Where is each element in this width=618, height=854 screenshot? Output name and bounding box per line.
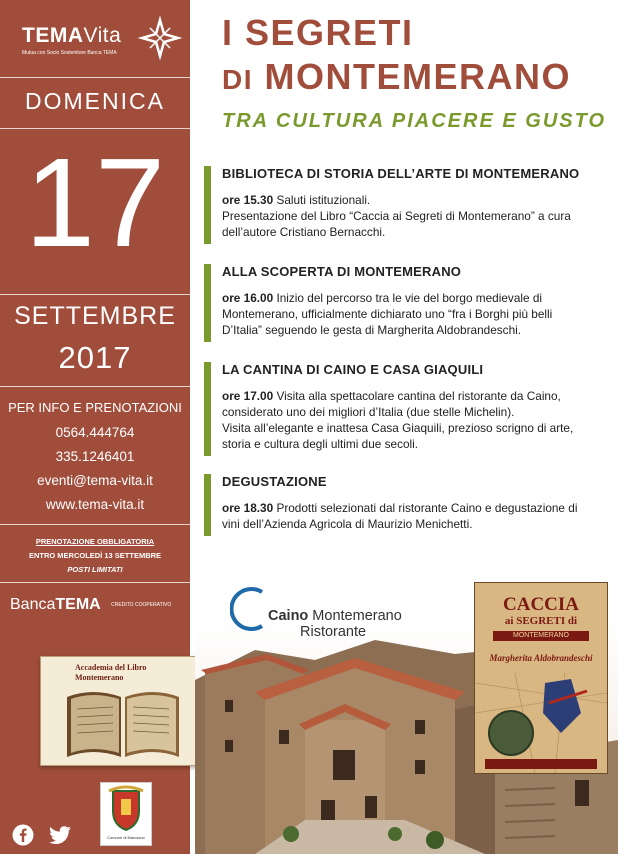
event-year: 2017 bbox=[58, 340, 132, 375]
divider bbox=[0, 386, 190, 387]
subtitle: TRA CULTURA PIACERE E GUSTO bbox=[222, 110, 607, 132]
poster-title-1: CACCIA bbox=[503, 594, 579, 615]
twitter-icon[interactable] bbox=[48, 824, 72, 846]
section-text: ore 18.30 Prodotti selezionati dal ristorante Caino e degustazione di bbox=[222, 501, 578, 515]
section-bar bbox=[204, 474, 211, 536]
accademia-libro-card bbox=[40, 656, 207, 766]
title-montemerano: MONTEMERANO bbox=[264, 56, 572, 97]
bank-name-light: Banca bbox=[10, 596, 56, 613]
section-text: D’Italia” seguendo le gesta di Margherita Aldobrandeschi. bbox=[222, 323, 522, 337]
section-text: ore 15.30 Saluti istituzionali. bbox=[222, 193, 371, 207]
book-card-title-2: Montemerano bbox=[75, 673, 124, 682]
section-text: Montemerano, ufficialmente dichiarato uno “fra i Borghi più belli bbox=[222, 307, 553, 321]
poster-title-2: ai SEGRETI di bbox=[504, 615, 578, 627]
section-text: Presentazione del Libro “Caccia ai Segreti di Montemerano” a cura bbox=[222, 209, 571, 223]
crest-label: Comune di Manciano bbox=[107, 835, 145, 840]
limited-seats: POSTI LIMITATI bbox=[67, 565, 123, 574]
logo-brand-light: Vita bbox=[83, 24, 122, 47]
section-bar bbox=[204, 362, 211, 456]
program-section bbox=[204, 474, 614, 536]
facebook-icon[interactable] bbox=[12, 824, 34, 846]
divider bbox=[0, 294, 190, 295]
section-text: dell’autore Cristiano Bernacchi. bbox=[222, 225, 386, 239]
section-time: ore 17.00 bbox=[222, 389, 274, 403]
booking-deadline: ENTRO MERCOLEDÌ 13 SETTEMBRE bbox=[28, 551, 162, 560]
program-section bbox=[204, 362, 614, 456]
info-title: PER INFO E PRENOTAZIONI bbox=[8, 400, 182, 415]
program-section bbox=[204, 166, 614, 244]
booking-required: PRENOTAZIONE OBBLIGATORIA bbox=[35, 537, 155, 546]
open-book-icon bbox=[63, 683, 183, 761]
caino-name: Caino bbox=[268, 608, 309, 624]
caino-ristorante: Ristorante bbox=[300, 624, 367, 640]
section-heading: DEGUSTAZIONE bbox=[222, 474, 327, 489]
divider bbox=[0, 77, 190, 78]
email-link[interactable]: eventi@tema-vita.it bbox=[37, 473, 153, 488]
comune-crest bbox=[100, 782, 152, 846]
section-text: considerato uno dei migliori d’Italia (due stelle Michelin). bbox=[222, 405, 515, 419]
section-bar bbox=[204, 264, 211, 342]
title-di: DI bbox=[222, 64, 253, 95]
crest-icon bbox=[101, 783, 151, 833]
bank-coop-label: CREDITO COOPERATIVO bbox=[111, 601, 172, 608]
book-card-title-1: Accademia del Libro bbox=[75, 663, 147, 672]
section-bar bbox=[204, 166, 211, 244]
divider bbox=[0, 524, 190, 525]
caino-logo bbox=[230, 586, 420, 646]
section-time: ore 15.30 bbox=[222, 193, 274, 207]
divider bbox=[0, 128, 190, 129]
section-text: ore 16.00 Inizio del percorso tra le vie del borgo medievale di bbox=[222, 291, 543, 305]
logo-brand: TEMA bbox=[22, 24, 84, 47]
caino-place: Montemerano bbox=[308, 608, 402, 624]
logo-subtitle: Mutua con Socio Sostenitore Banca TEMA bbox=[22, 50, 117, 56]
section-time: ore 16.00 bbox=[222, 291, 274, 305]
book-cover bbox=[474, 582, 608, 774]
event-month: SETTEMBRE bbox=[14, 302, 176, 330]
section-text: ore 17.00 Visita alla spettacolare cantina del ristorante da Caino, bbox=[222, 389, 561, 403]
section-heading: LA CANTINA DI CAINO E CASA GIAQUILI bbox=[222, 362, 484, 377]
program-section bbox=[204, 264, 614, 342]
section-heading: ALLA SCOPERTA DI MONTEMERANO bbox=[222, 264, 462, 279]
tema-vita-logo bbox=[22, 24, 182, 64]
phone-1[interactable]: 0564.444764 bbox=[55, 425, 135, 440]
poster-band: MONTEMERANO bbox=[493, 631, 589, 641]
title-line-1: I SEGRETI bbox=[222, 12, 414, 53]
bank-name-bold: TEMA bbox=[55, 596, 101, 613]
section-time: ore 18.30 bbox=[222, 501, 274, 515]
banca-tema-logo bbox=[10, 596, 171, 614]
section-text: storia e cultura degli ultimi due secoli. bbox=[222, 437, 419, 451]
poster-subtitle: Margherita Aldobrandeschi bbox=[489, 653, 593, 663]
section-text: Visita all’elegante e inattesa Casa Giaquili, prezioso scrigno di arte, bbox=[222, 421, 574, 435]
section-heading: BIBLIOTECA DI STORIA DELL’ARTE DI MONTEMERANO bbox=[222, 166, 580, 181]
website-link[interactable]: www.tema-vita.it bbox=[45, 497, 145, 512]
weekday: DOMENICA bbox=[25, 88, 165, 114]
star-logo-icon bbox=[138, 16, 182, 60]
title-line-2 bbox=[222, 56, 571, 98]
event-day: 17 bbox=[24, 132, 166, 273]
phone-2[interactable]: 335.1246401 bbox=[55, 449, 135, 464]
caino-arc-icon bbox=[230, 586, 270, 632]
divider bbox=[0, 582, 190, 583]
section-text: vini dell’Azienda Agricola di Maurizio Menichetti. bbox=[222, 517, 473, 531]
